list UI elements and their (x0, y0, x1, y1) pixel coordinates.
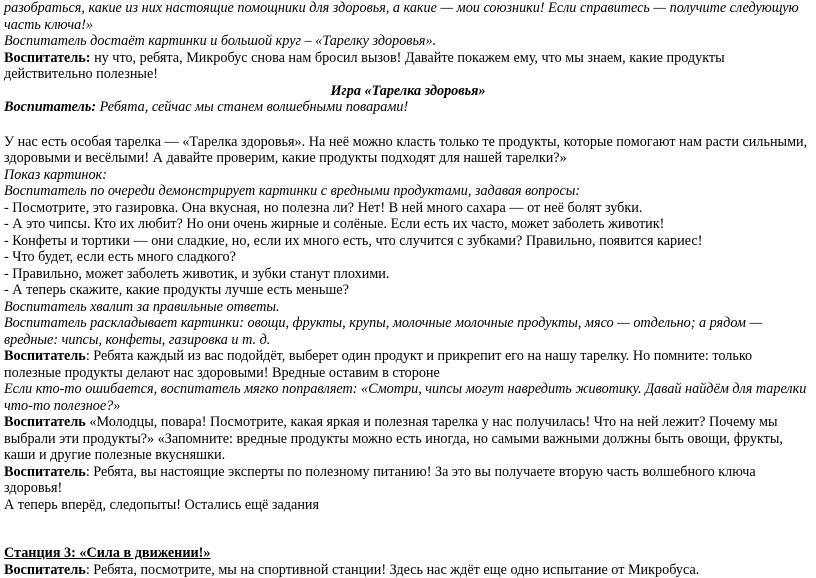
paragraph-intro-quote: разобраться, какие из них настоящие помощники для здоровья, а какие — мои союзники! Если справитесь — получите следующую часть ключа!» (4, 0, 812, 33)
speaker-label: Воспитатель (4, 562, 86, 578)
paragraph-onward: А теперь вперёд, следопыты! Остались ещё задания (4, 497, 812, 514)
spacer (4, 513, 812, 529)
paragraph-plate-intro: У нас есть особая тарелка — «Тарелка здоровья». На неё можно класть только те продукты, которые помогают нам расти сильными, здоровыми и весёлыми! А давайте проверим, какие продукты подходят для нашей тарелки?» (4, 134, 812, 167)
list-item: - Что будет, если есть много сладкого? (4, 249, 812, 266)
list-item: - Конфеты и тортики — они сладкие, но, если их много есть, что случится с зубками? Правильно, появится кариес! (4, 233, 812, 250)
speaker-label: Воспитатель (4, 348, 86, 364)
paragraph-teacher-speech-4 (4, 414, 812, 464)
paragraph-teacher-speech-1 (4, 50, 812, 83)
speaker-label: Воспитатель (4, 414, 86, 430)
speaker-label: Воспитатель (4, 464, 86, 480)
spacer (4, 529, 812, 545)
spacer (4, 116, 812, 134)
paragraph-teacher-action: Воспитатель достаёт картинки и большой круг – «Тарелку здоровья». (4, 33, 812, 50)
game-title: Игра «Тарелка здоровья» (4, 83, 812, 100)
paragraph-lays-out-cards: Воспитатель раскладывает картинки: овощи, фрукты, крупы, молочные молочные продукты, мясо — отдельно; а рядом — вредные: чипсы, конфеты, газировка и т. д. (4, 315, 812, 348)
speech-text: : Ребята, посмотрите, мы на спортивной станции! Здесь нас ждёт еще одно испытание от Микробуса. (86, 562, 700, 578)
station-title: Станция 3: «Сила в движении!» (4, 545, 812, 562)
paragraph-teacher-demonstrates: Воспитатель по очереди демонстрирует картинки с вредными продуктами, задавая вопросы: (4, 183, 812, 200)
speaker-label: Воспитатель: (4, 99, 96, 115)
paragraph-teacher-speech-6 (4, 562, 812, 578)
paragraph-praise: Воспитатель хвалит за правильные ответы. (4, 299, 812, 316)
speech-text: : Ребята, вы настоящие эксперты по полезному питанию! За это вы получаете вторую часть волшебного ключа здоровья! (4, 464, 756, 497)
paragraph-teacher-speech-3 (4, 348, 812, 381)
paragraph-teacher-speech-2 (4, 99, 812, 116)
list-item: - А это чипсы. Кто их любит? Но они очень жирные и солёные. Если есть их часто, может заболеть животик! (4, 216, 812, 233)
speech-text: Ребята, сейчас мы станем волшебными поварами! (96, 99, 408, 115)
speech-text: ну что, ребята, Микробус снова нам бросил вызов! Давайте покажем ему, что мы знаем, какие продукты действительно полезные! (4, 50, 725, 83)
speech-text: : Ребята каждый из вас подойдёт, выберет один продукт и прикрепит его на нашу тарелку. Но помните: только полезные продукты делают нас здоровыми! Вредные оставим в стороне (4, 348, 752, 381)
list-item: - А теперь скажите, какие продукты лучше есть меньше? (4, 282, 812, 299)
paragraph-teacher-speech-5 (4, 464, 812, 497)
paragraph-correction: Если кто-то ошибается, воспитатель мягко поправляет: «Смотри, чипсы могут навредить животику. Давай найдём для тарелки что-то полезное?» (4, 381, 812, 414)
speech-text: «Молодцы, повара! Посмотрите, какая яркая и полезная тарелка у нас получилась! Что на ней лежит? Почему мы выбрали эти продукты?» «Запомните: вредные продукты можно есть иногда, но самыми важными должны быть овощи, фрукты, каши и другие полезные вкусняшки. (4, 414, 783, 463)
list-item: - Правильно, может заболеть животик, и зубки станут плохими. (4, 266, 812, 283)
list-item: - Посмотрите, это газировка. Она вкусная, но полезна ли? Нет! В ней много сахара — от неё болят зубки. (4, 200, 812, 217)
paragraph-show-cards: Показ картинок: (4, 167, 812, 184)
speaker-label: Воспитатель: (4, 50, 91, 66)
